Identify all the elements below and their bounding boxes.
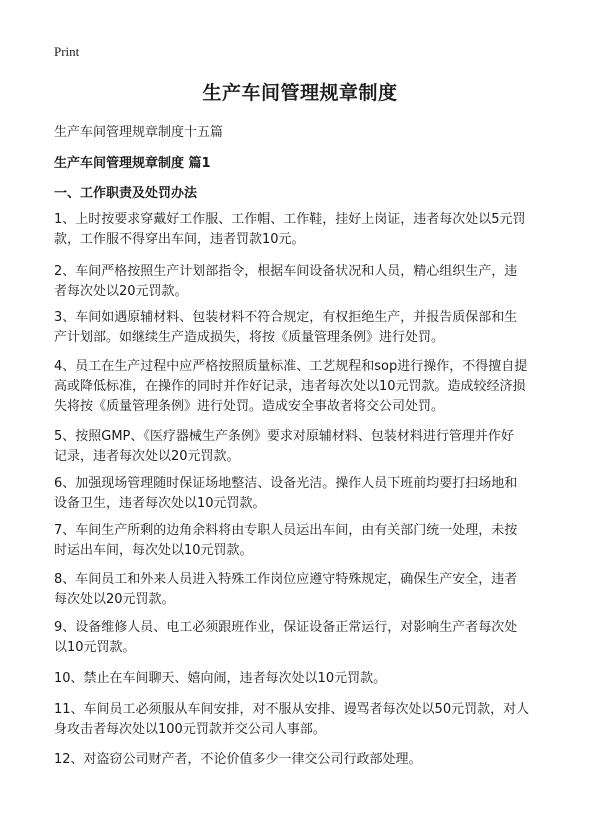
rule-item-8 <box>54 570 554 610</box>
rule-item-line: 3、车间如遇原辅材料、包装材料不符合规定，有权拒绝生产，并报告质保部和生 <box>54 310 518 325</box>
rule-item-1 <box>54 210 554 250</box>
page-title: 生产车间管理规章制度 <box>202 82 398 104</box>
rule-item-line: 2、车间严格按照生产计划部指令，根据车间设备状况和人员，精心组织生产，违 <box>54 264 518 279</box>
rule-item-line: 8、车间员工和外来人员进入特殊工作岗位应遵守特殊规定，确保生产安全，违者 <box>54 572 518 587</box>
section-title: 生产车间管理规章制度 篇1 <box>54 156 211 171</box>
rule-item-line: 12、对盗窃公司财产者，不论价值多少一律交公司行政部处理。 <box>54 752 422 767</box>
rule-item-5 <box>54 427 554 467</box>
rule-item-2 <box>54 262 554 302</box>
rule-item-line: 失将按《质量管理条例》进行处罚。造成安全事故者将交公司处罚。 <box>54 399 445 414</box>
rule-item-line: 1、上时按要求穿戴好工作服、工作帽、工作鞋，挂好上岗证，违者每次处以5元罚 <box>54 212 526 227</box>
print-link[interactable]: Print <box>54 44 80 59</box>
rule-item-line: 每次处以20元罚款。 <box>54 592 175 607</box>
rule-item-line: 高或降低标准，在操作的同时并作好记录，违者每次处以10元罚款。造成较经济损 <box>54 379 526 394</box>
rule-item-line: 身攻击者每次处以100元罚款并交公司人事部。 <box>54 722 326 737</box>
rule-item-line: 款，工作服不得穿出车间，违者罚款10元。 <box>54 232 305 247</box>
rule-item-6 <box>54 474 554 514</box>
rule-item-3 <box>54 308 554 348</box>
rule-item-line: 设备卫生，违者每次处以10元罚款。 <box>54 496 266 511</box>
rule-item-line: 以10元罚款。 <box>54 640 136 655</box>
rule-item-line: 9、设备维修人员、电工必须跟班作业，保证设备正常运行，对影响生产者每次处 <box>54 620 518 635</box>
rule-item-line: 4、员工在生产过程中应严格按照质量标准、工艺规程和sop进行操作，不得擅自提 <box>54 359 528 374</box>
rule-item-line: 记录，违者每次处以20元罚款。 <box>54 449 240 464</box>
rule-item-line: 5、按照GMP、《医疗器械生产条例》要求对原辅材料、包装材料进行管理并作好 <box>54 429 514 444</box>
document-subtitle: 生产车间管理规章制度十五篇 <box>54 125 224 140</box>
rule-item-line: 者每次处以20元罚款。 <box>54 284 188 299</box>
rule-item-line: 时运出车间，每次处以10元罚款。 <box>54 543 253 558</box>
rule-item-4 <box>54 357 554 417</box>
rule-item-line: 11、车间员工必须服从车间安排，对不服从安排、谩骂者每次处以50元罚款，对人 <box>54 702 530 717</box>
rule-item-line: 产计划部。如继续生产造成损失，将按《质量管理条例》进行处罚。 <box>54 330 445 345</box>
rule-item-7 <box>54 521 554 561</box>
rule-item-9 <box>54 618 554 658</box>
rule-item-line: 6、加强现场管理随时保证场地整洁、设备光洁。操作人员下班前均要打扫场地和 <box>54 476 518 491</box>
rule-item-line: 7、车间生产所剩的边角余料将由专职人员运出车间，由有关部门统一处理，未按 <box>54 523 518 538</box>
rule-item-12 <box>54 750 554 770</box>
section-heading: 一、工作职责及处罚办法 <box>54 186 198 201</box>
rule-item-line: 10、禁止在车间聊天、嬉向闹，违者每次处以10元罚款。 <box>54 671 387 686</box>
rule-item-10 <box>54 669 554 689</box>
rule-item-11 <box>54 700 554 740</box>
